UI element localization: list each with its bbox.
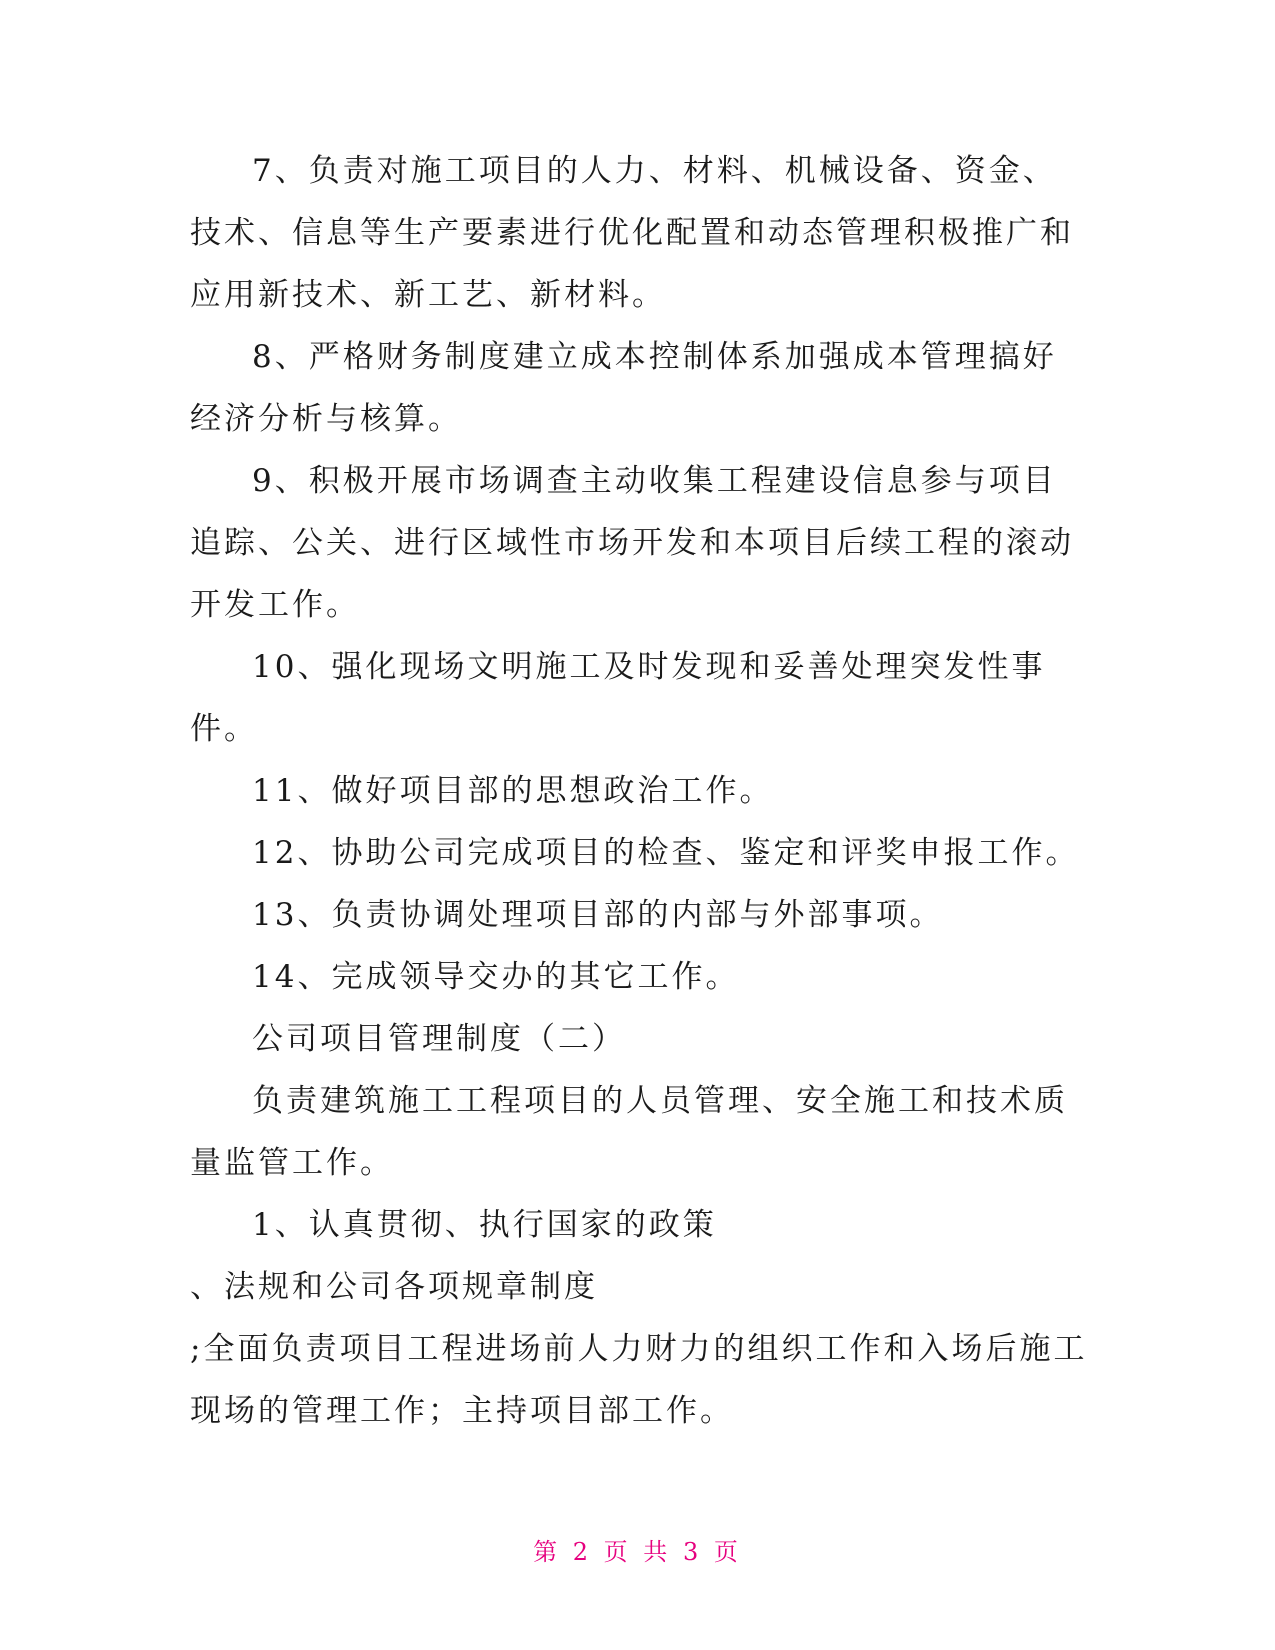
paragraph-item-11: 11、做好项目部的思想政治工作。 — [252, 773, 774, 809]
document-body — [190, 140, 1090, 1442]
section-intro: 负责建筑施工工程项目的人员管理、安全施工和技术质量监管工作。 — [190, 1083, 1068, 1181]
page-number: 第 2 页 共 3 页 — [533, 1538, 742, 1566]
section-heading: 公司项目管理制度（二） — [252, 1021, 626, 1057]
paragraph-item-7: 7、负责对施工项目的人力、材料、机械设备、资金、技术、信息等生产要素进行优化配置和动态管理积极推广和应用新技术、新工艺、新材料。 — [190, 153, 1074, 313]
paragraph-item-1-cont-2: ;全面负责项目工程进场前人力财力的组织工作和入场后施工现场的管理工作；主持项目部工作。 — [190, 1331, 1088, 1429]
paragraph-item-1: 1、认真贯彻、执行国家的政策 — [252, 1207, 717, 1243]
paragraph-item-8: 8、严格财务制度建立成本控制体系加强成本管理搞好经济分析与核算。 — [190, 339, 1057, 437]
paragraph-item-9: 9、积极开展市场调查主动收集工程建设信息参与项目追踪、公关、进行区域性市场开发和本项目后续工程的滚动开发工作。 — [190, 463, 1074, 623]
paragraph-item-13: 13、负责协调处理项目部的内部与外部事项。 — [252, 897, 944, 933]
paragraph-item-1-cont-1: 、法规和公司各项规章制度 — [190, 1269, 598, 1305]
paragraph-item-12: 12、协助公司完成项目的检查、鉴定和评奖申报工作。 — [252, 835, 1080, 871]
paragraph-item-10: 10、强化现场文明施工及时发现和妥善处理突发性事件。 — [190, 649, 1046, 747]
paragraph-item-14: 14、完成领导交办的其它工作。 — [252, 959, 740, 995]
